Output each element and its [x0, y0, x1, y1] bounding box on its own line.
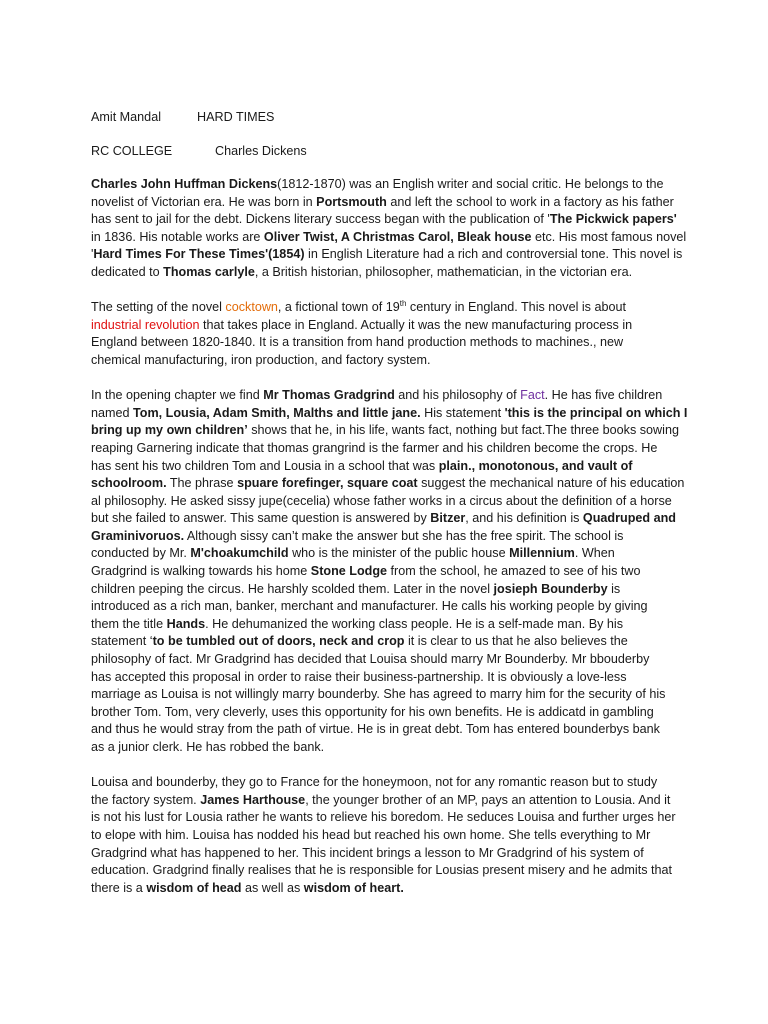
text-run: , the younger brother of an MP, pays an attention to Lousia. And it	[305, 792, 671, 807]
bold-text: James Harthouse	[200, 792, 306, 807]
text-run: from the school, he amazed to see of his two	[387, 564, 641, 579]
text-line	[91, 686, 691, 704]
text-line	[91, 739, 691, 757]
text-run: and his philosophy of	[394, 388, 521, 403]
text-line	[91, 229, 691, 247]
text-run: Although sissy can’t make the answer but she has the free spirit. The school is	[184, 528, 624, 543]
text-run: The phrase	[166, 476, 238, 491]
text-run: shows that he, in his life, wants fact, nothing but fact.The three books sowing	[247, 423, 679, 438]
text-line	[91, 651, 691, 669]
text-run: as a junior clerk. He has robbed the bank.	[91, 740, 325, 754]
bold-text: bring up my own children’	[91, 423, 248, 438]
bold-text: The Pickwick papers'	[549, 212, 677, 227]
text-run: Gradgrind is walking towards his home	[91, 564, 311, 579]
bold-text: Graminivoruos.	[91, 528, 185, 543]
text-run: philosophy of fact. Mr Gradgrind has decided that Louisa should marry Mr Bounderby. Mr bbouderby	[91, 652, 650, 667]
orange-text: cocktown	[225, 300, 278, 315]
paragraph	[91, 774, 691, 897]
red-text: industrial revolution	[91, 317, 200, 332]
text-run: has accepted this proposal in order to raise their business-partnership. It is obviously a love-less	[91, 669, 627, 684]
text-run: statement ‘	[91, 634, 153, 649]
text-run: in 1836. His notable works are	[91, 229, 264, 244]
bold-text: spuare forefinger, square coat	[237, 476, 418, 491]
text-line	[91, 475, 691, 493]
text-run: them the title	[91, 616, 167, 631]
bold-text: Quadruped and	[582, 511, 676, 526]
bold-text: plain., monotonous, and vault of	[438, 458, 633, 473]
text-line	[91, 387, 691, 405]
text-run: suggest the mechanical nature of his education	[417, 476, 685, 491]
bold-text: Millennium	[509, 546, 575, 561]
text-run: but she failed to answer. This same question is answered by	[91, 511, 431, 526]
author-name: Amit Mandal	[91, 110, 161, 124]
text-run: introduced as a rich man, banker, merchant and manufacturer. He calls his working people by giving	[91, 599, 648, 614]
text-line	[91, 827, 691, 845]
bold-text: Oliver Twist, A Christmas Carol, Bleak house	[263, 229, 532, 244]
text-run: brother Tom. Tom, very cleverly, uses this opportunity for his own benefits. He is addicatd in gambling	[91, 704, 654, 719]
bold-text: josieph Bounderby	[493, 581, 608, 596]
text-run: is not his lust for Lousia rather he wants to relieve his boredom. He seduces Louisa and further urges her	[91, 810, 676, 825]
text-line	[91, 563, 691, 581]
text-run: . When	[574, 546, 615, 561]
bold-text: M'choakumchild	[190, 546, 289, 561]
text-run: , a British historian, philosopher, mathematician, in the victorian era.	[254, 264, 633, 279]
text-run: and left the school to work in a factory as his father	[386, 194, 674, 209]
text-run: has sent his two children Tom and Lousia in a school that was	[91, 458, 439, 473]
text-line	[91, 510, 691, 528]
text-run: , a fictional town of 19	[277, 300, 400, 315]
text-run: '	[91, 247, 94, 262]
text-run: His statement	[420, 405, 505, 420]
text-run: England between 1820-1840. It is a transition from hand production methods to machines., new	[91, 335, 624, 350]
bold-text: to be tumbled out of doors, neck and crop	[152, 634, 405, 649]
text-line	[91, 616, 691, 634]
text-line	[91, 264, 691, 282]
text-run: that takes place in England. Actually it was the new manufacturing process in	[199, 317, 633, 332]
text-run: to elope with him. Louisa has nodded his head but reached his own home. She tells everything to Mr	[91, 827, 651, 842]
document-body	[91, 176, 708, 897]
bold-text: Hard Times For These Times'(1854)	[93, 247, 305, 262]
text-run: conducted by Mr.	[91, 546, 191, 561]
bold-text: wisdom of heart.	[303, 880, 404, 895]
text-line	[91, 581, 691, 599]
text-line	[91, 880, 691, 898]
superscript-text: th	[399, 298, 407, 308]
text-line	[91, 176, 691, 194]
text-run: as well as	[241, 880, 304, 895]
text-run: , and his definition is	[465, 511, 583, 526]
text-run: has sent to jail for the debt. Dickens literary success began with the publication of '	[91, 212, 550, 227]
text-line	[91, 440, 691, 458]
text-line	[91, 862, 691, 880]
text-run: named	[91, 405, 134, 420]
bold-text: Stone Lodge	[310, 564, 388, 579]
text-run: The setting of the novel	[91, 300, 226, 315]
bold-text: 'this is the principal on which I	[504, 405, 688, 420]
text-run: . He has five children	[544, 388, 663, 403]
text-line	[91, 669, 691, 687]
header-row-2	[91, 142, 708, 160]
novelist-name: Charles Dickens	[215, 144, 307, 158]
text-run: the factory system.	[91, 792, 201, 807]
text-line	[91, 299, 691, 317]
text-line	[91, 545, 691, 563]
text-line	[91, 598, 691, 616]
text-run: al philosophy. He asked sissy jupe(cecelia) whose father works in a circus about the definition of a horse	[91, 493, 672, 508]
bold-text: Mr Thomas Gradgrind	[263, 388, 395, 403]
text-run: education. Gradgrind finally realises that he is responsible for Lousias present misery and he admits that	[91, 863, 673, 878]
text-run: etc. His most famous novel	[531, 229, 687, 244]
text-line	[91, 317, 691, 335]
bold-text: Bitzer	[430, 511, 466, 526]
text-run: century in England. This novel is about	[406, 300, 626, 315]
purple-text: Fact	[520, 388, 545, 403]
text-run: marriage as Louisa is not willingly marry bounderby. She has agreed to marry him for the security of his	[91, 687, 666, 702]
text-run: is	[607, 581, 621, 596]
bold-text: Charles John Huffman Dickens	[91, 177, 278, 191]
bold-text: Portsmouth	[316, 194, 387, 209]
text-line	[91, 458, 691, 476]
college-name: RC COLLEGE	[91, 144, 173, 158]
text-run: who is the minister of the public house	[288, 546, 510, 561]
bold-text: schoolroom.	[91, 476, 167, 491]
bold-text: Thomas carlyle	[163, 264, 255, 279]
text-line	[91, 352, 691, 370]
text-line	[91, 211, 691, 229]
header-row-1	[91, 108, 708, 126]
text-run: children peeping the circus. He harshly scolded them. Later in the novel	[91, 581, 494, 596]
text-line	[91, 774, 691, 792]
document-title: HARD TIMES	[197, 110, 275, 124]
text-run: . He dehumanized the working class people. He is a self-made man. By his	[205, 616, 624, 631]
text-run: there is a	[91, 880, 147, 895]
text-line	[91, 334, 691, 352]
bold-text: Tom, Lousia, Adam Smith, Malths and little jane.	[133, 405, 421, 420]
text-line	[91, 405, 691, 423]
text-line	[91, 721, 691, 739]
text-line	[91, 194, 691, 212]
text-run: and thus he would stray from the path of virtue. He is in great debt. Tom has entered bounderbys bank	[91, 722, 660, 737]
text-line	[91, 493, 691, 511]
text-line	[91, 704, 691, 722]
text-run: In the opening chapter we find	[91, 388, 264, 403]
text-run: (1812-1870) was an English writer and social critic. He belongs to the	[277, 177, 664, 191]
paragraph	[91, 176, 691, 282]
text-run: novelist of Victorian era. He was born in	[91, 194, 317, 209]
paragraph	[91, 299, 691, 369]
text-line	[91, 792, 691, 810]
paragraph	[91, 387, 691, 756]
text-run: dedicated to	[91, 264, 164, 279]
text-line	[91, 528, 691, 546]
text-run: Louisa and bounderby, they go to France for the honeymoon, not for any romantic reason but to study	[91, 775, 658, 790]
text-line	[91, 809, 691, 827]
text-run: chemical manufacturing, iron production, and factory system.	[91, 352, 431, 367]
text-line	[91, 246, 691, 264]
bold-text: Hands	[166, 616, 206, 631]
text-run: in English Literature had a rich and controversial tone. This novel is	[304, 247, 683, 262]
text-run: reaping Garnering indicate that thomas grangrind is the farmer and his children become the crops. He	[91, 440, 658, 455]
bold-text: wisdom of head	[146, 880, 242, 895]
text-line	[91, 633, 691, 651]
text-run: it is clear to us that he also believes the	[404, 634, 628, 649]
text-run: Gradgrind what has happened to her. This incident brings a lesson to Mr Gradgrind of his system of	[91, 845, 644, 860]
text-line	[91, 845, 691, 863]
text-line	[91, 422, 691, 440]
